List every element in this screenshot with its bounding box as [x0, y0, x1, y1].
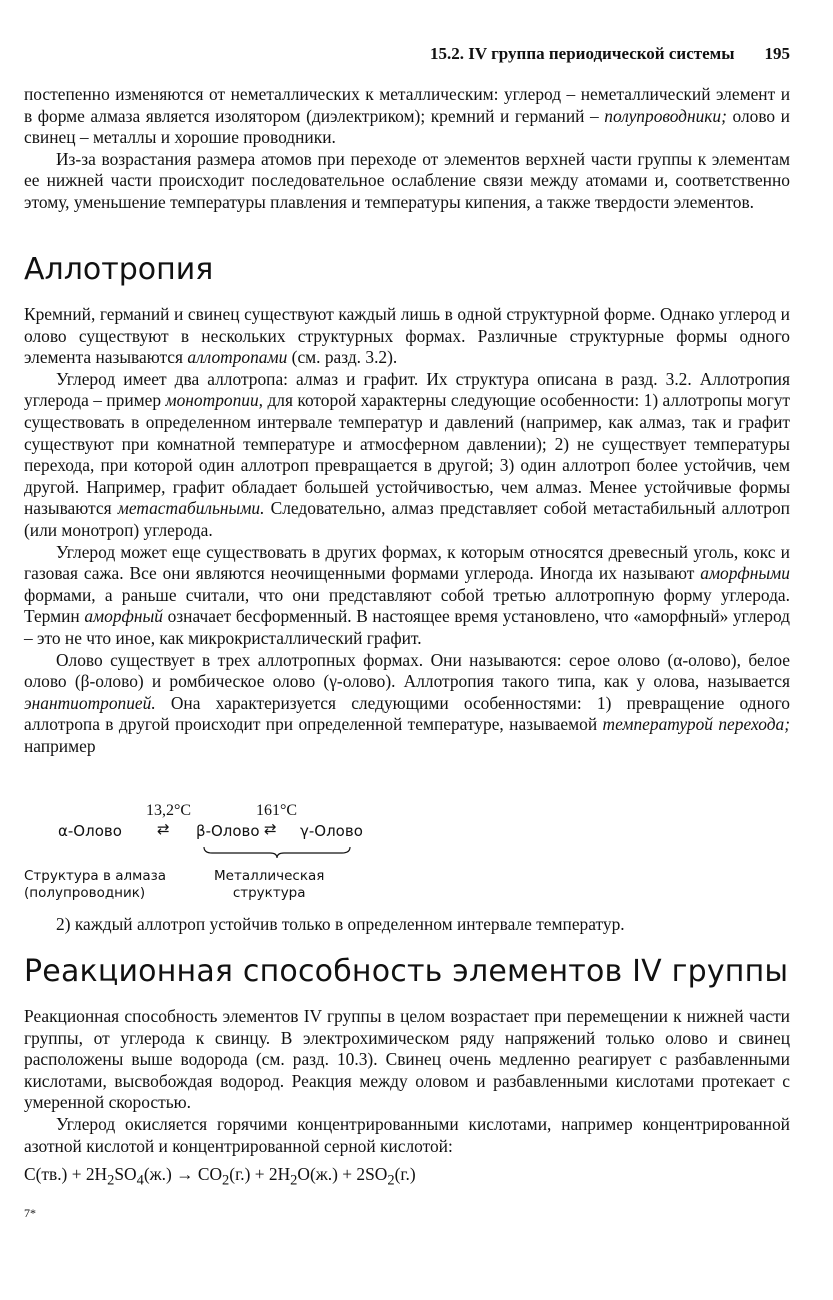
section-title: 15.2. IV группа периодической системы	[429, 44, 735, 63]
paragraph: Углерод может еще существовать в других формах, к которым относятся древесный уголь, кокс и газовая сажа. Все они являются неочищенными формами углерода. Иногда их называют аморфными формами, а раньше считали, что они представляют собой третью аллотропную форму углерода. Термин аморфный означает бесформенный. В настоящее время установлено, что «аморфный» углерод – это не что иное, как микрокристаллический графит.	[24, 541, 790, 648]
paragraph: постепенно изменяются от неметаллических к металлическим: углерод – неметаллический элемент и в форме алмаза является изолятором (диэлектриком); кремний и германий – полупроводники; олово и свинец – металлы и хорошие проводники.	[24, 84, 790, 148]
equilibrium-arrow-2: ⇄	[264, 820, 277, 838]
allotropy-text-tail	[24, 914, 790, 936]
signature-mark: 7*	[24, 1206, 36, 1220]
beta-tin: β-Олово	[196, 822, 260, 840]
tin-allotropy-diagram	[24, 802, 424, 912]
paragraph: Углерод окисляется горячими концентрированными кислотами, например концентрированной азотной кислотой и концентрированной серной кислотой:	[24, 1113, 790, 1156]
beta-gamma-structure-label: Металлическая структура	[214, 868, 325, 901]
brace	[202, 846, 352, 860]
transition-temp-2: 161°C	[256, 802, 298, 819]
transition-temp-1: 13,2°C	[146, 802, 192, 819]
gamma-tin: γ-Олово	[300, 822, 363, 840]
alpha-tin: α-Олово	[58, 822, 122, 840]
allotropy-text	[24, 304, 790, 757]
alpha-structure-label: Структура в алмаза (полупроводник)	[24, 868, 167, 901]
paragraph: 2) каждый аллотроп устойчив только в определенном интервале температур.	[56, 914, 625, 934]
equilibrium-arrow-1: ⇄	[157, 820, 170, 838]
running-head	[24, 44, 790, 64]
heading-allotropy: Аллотропия	[24, 252, 214, 287]
paragraph: Реакционная способность элементов IV группы в целом возрастает при перемещении к нижней части группы, от углерода к свинцу. В электрохимическом ряду напряжений только олово и свинец расположены выше водорода (см. разд. 10.3). Свинец очень медленно реагирует с разбавленными кислотами, высвобождая водород. Реакция между оловом и разбавленными кислотами протекает с умеренной скоростью.	[24, 1006, 790, 1113]
page-number: 195	[764, 44, 790, 63]
paragraph: Из-за возрастания размера атомов при переходе от элементов верхней части группы к элементам ее нижней части происходит последовательное ослабление связи между атомами и, соответственно этому, уменьшение температуры плавления и температуры кипения, а также твердости элементов.	[24, 148, 790, 212]
paragraph: Углерод имеет два аллотропа: алмаз и графит. Их структура описана в разд. 3.2. Аллотропия углерода – пример монотропии, для которой характерны следующие особенности: 1) аллотропы могут существовать в определенном интервале температур и давлений (например, как алмаз, так и графит существуют при комнатной температуре и атмосферном давлении); 2) не существует температуры перехода, при которой один аллотроп превращается в другой; 3) один аллотроп более устойчив, чем другой. Например, графит обладает большей устойчивостью, чем алмаз. Менее устойчивые формы называются метастабильными. Следовательно, алмаз представляет собой метастабильный аллотроп (или монотроп) углерода.	[24, 368, 790, 540]
reaction-equation: $C(тв.) + 2H_2SO_4(ж.) \to CO_2(г.) + 2H_2O(ж.) + 2SO_2(г.)$	[24, 1164, 416, 1189]
paragraph: Кремний, германий и свинец существуют каждый лишь в одной структурной форме. Однако углерод и олово существуют в нескольких структурных формах. Различные структурные формы одного элемента называются аллотропами (см. разд. 3.2).	[24, 304, 790, 368]
heading-reactivity: Реакционная способность элементов IV группы	[24, 954, 789, 989]
intro-text	[24, 84, 790, 214]
paragraph: Олово существует в трех аллотропных формах. Они называются: серое олово (α-олово), белое олово (β-олово) и ромбическое олово (γ-олово). Аллотропия такого типа, как у олова, называется энантиотропией. Она характеризуется следующими особенностями: 1) превращение одного аллотропа в другой происходит при определенной температуре, называемой температурой перехода; например	[24, 649, 790, 756]
reactivity-text	[24, 1006, 790, 1157]
